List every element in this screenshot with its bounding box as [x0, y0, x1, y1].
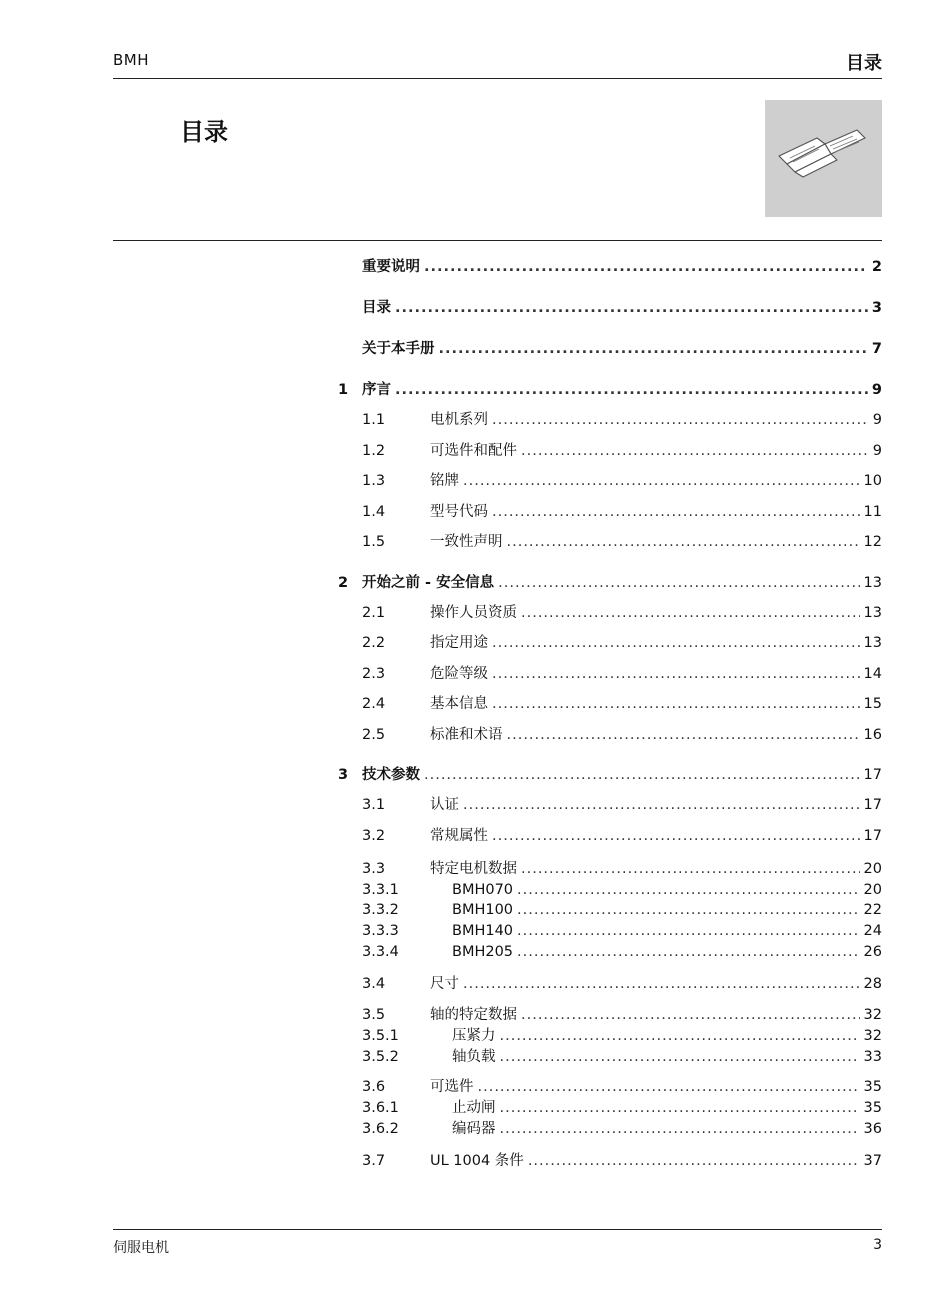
toc-section-page: 28	[863, 976, 882, 993]
toc-subsection-title: BMH070	[452, 881, 514, 898]
toc-subsection-title: 编码器	[452, 1120, 496, 1137]
toc-section-title: UL 1004 条件	[430, 1153, 524, 1170]
toc-entry-page: 3	[871, 300, 882, 316]
toc-section[interactable]	[335, 598, 882, 629]
toc-subsection[interactable]	[335, 880, 882, 901]
toc-subsection-title: 压紧力	[452, 1027, 496, 1044]
footer-document-title: 伺服电机	[113, 1240, 169, 1256]
toc-section-number: 1.3	[362, 473, 386, 489]
toc-section[interactable]	[335, 436, 882, 467]
toc-subsection-title: 止动闸	[452, 1099, 496, 1116]
toc-subsection-page: 36	[863, 1120, 882, 1137]
header-rule	[113, 78, 882, 79]
toc-section-number: 3.6	[362, 1079, 386, 1096]
header-product-name: BMH	[113, 51, 150, 69]
page-title: 目录	[180, 118, 228, 146]
toc-chapter-3[interactable]	[335, 760, 882, 790]
toc-section-number: 3.4	[362, 976, 386, 993]
toc-section[interactable]	[335, 527, 882, 558]
toc-section-title: 轴的特定数据	[430, 1007, 517, 1024]
toc-chapter-number: 1	[338, 382, 349, 398]
toc-subsection-number: 3.3.4	[362, 943, 399, 960]
toc-section-title: 特定电机数据	[430, 861, 517, 877]
toc-entry-important-notes[interactable]	[335, 252, 882, 293]
toc-section-number: 3.7	[362, 1153, 386, 1170]
toc-section-title: 铭牌	[430, 473, 459, 489]
toc-section[interactable]	[335, 628, 882, 659]
toc-section[interactable]	[335, 974, 882, 995]
toc-entry-title: 目录	[362, 300, 391, 316]
toc-section-title: 危险等级	[430, 665, 488, 682]
toc-entry-page: 7	[871, 341, 882, 357]
toc-chapter-page: 17	[863, 767, 882, 783]
toc-subsection-number: 3.3.3	[362, 923, 399, 940]
toc-entry-about-manual[interactable]	[335, 334, 882, 375]
toc-section[interactable]	[335, 1005, 882, 1026]
toc-section-page: 9	[872, 412, 882, 428]
toc-subsection-title: 轴负载	[452, 1048, 496, 1065]
toc-section[interactable]	[335, 821, 882, 852]
toc-section-page: 12	[863, 534, 882, 550]
toc-section-number: 1.1	[362, 412, 386, 428]
toc-section-title: 指定用途	[430, 635, 488, 651]
toc-subsection-page: 35	[863, 1099, 882, 1116]
toc-section-title: 操作人员资质	[430, 604, 517, 621]
footer-rule	[113, 1229, 882, 1230]
table-of-contents	[335, 252, 882, 1172]
toc-section-number: 3.1	[362, 797, 386, 813]
toc-section-number: 3.5	[362, 1007, 386, 1024]
toc-subsection-number: 3.3.2	[362, 902, 399, 919]
toc-chapter-number: 3	[338, 767, 349, 783]
toc-section-title: 认证	[430, 797, 459, 813]
toc-section-title: 尺寸	[430, 976, 459, 993]
toc-section[interactable]	[335, 659, 882, 690]
toc-section-number: 2.3	[362, 665, 386, 682]
toc-section-title: 常规属性	[430, 827, 488, 844]
toc-subsection[interactable]	[335, 1047, 882, 1068]
toc-section[interactable]	[335, 1077, 882, 1098]
toc-section-title: 电机系列	[430, 412, 488, 428]
toc-subsection[interactable]	[335, 942, 882, 963]
toc-chapter-number: 2	[338, 574, 349, 591]
toc-section-number: 3.3	[362, 861, 386, 877]
toc-section-page: 20	[863, 861, 882, 877]
toc-entry-page: 2	[871, 259, 882, 275]
toc-subsection-number: 3.3.1	[362, 881, 399, 898]
toc-chapter-1[interactable]	[335, 375, 882, 405]
toc-subsection[interactable]	[335, 1098, 882, 1119]
toc-section-page: 17	[863, 797, 882, 813]
toc-section-number: 3.2	[362, 827, 386, 844]
title-rule	[113, 240, 882, 241]
toc-subsection-page: 32	[863, 1027, 882, 1044]
toc-section-number: 1.5	[362, 534, 386, 550]
toc-section[interactable]	[335, 1151, 882, 1172]
toc-section-number: 2.4	[362, 696, 386, 712]
toc-section-title: 一致性声明	[430, 534, 503, 550]
toc-section[interactable]	[335, 720, 882, 751]
toc-section-page: 37	[863, 1153, 882, 1170]
toc-section[interactable]	[335, 689, 882, 720]
toc-section-page: 13	[863, 635, 882, 651]
toc-section[interactable]	[335, 466, 882, 497]
toc-section-title: 可选件和配件	[430, 442, 517, 459]
toc-subsection-page: 33	[863, 1048, 882, 1065]
toc-chapter-title: 技术参数	[362, 767, 420, 783]
toc-section-title: 基本信息	[430, 696, 488, 712]
toc-section-page: 14	[863, 665, 882, 682]
toc-subsection[interactable]	[335, 900, 882, 921]
toc-section-number: 1.2	[362, 442, 386, 459]
toc-section-title: 型号代码	[430, 503, 488, 520]
toc-subsection[interactable]	[335, 1119, 882, 1140]
toc-chapter-2[interactable]	[335, 568, 882, 598]
toc-section-page: 9	[872, 442, 882, 459]
toc-subsection-title: BMH140	[452, 923, 514, 940]
toc-section-page: 17	[863, 827, 882, 844]
toc-subsection-number: 3.5.1	[362, 1027, 399, 1044]
toc-section-number: 2.2	[362, 635, 386, 651]
toc-section-page: 13	[863, 604, 882, 621]
toc-subsection-page: 24	[863, 923, 882, 940]
toc-entry-title: 关于本手册	[362, 341, 435, 357]
toc-section-page: 11	[863, 503, 882, 520]
toc-subsection-page: 26	[863, 943, 882, 960]
toc-subsection-title: BMH100	[452, 902, 514, 919]
toc-subsection-page: 20	[863, 881, 882, 898]
toc-chapter-page: 13	[863, 574, 882, 591]
toc-subsection[interactable]	[335, 921, 882, 942]
toc-section[interactable]	[335, 790, 882, 821]
toc-section-number: 2.1	[362, 604, 386, 621]
open-book-icon	[765, 100, 882, 217]
toc-section[interactable]	[335, 405, 882, 436]
toc-section[interactable]	[335, 859, 882, 880]
toc-chapter-page: 9	[871, 382, 882, 398]
toc-section-title: 可选件	[430, 1079, 474, 1096]
toc-chapter-title: 开始之前 - 安全信息	[362, 574, 495, 591]
toc-section-page: 32	[863, 1007, 882, 1024]
toc-section-page: 15	[863, 696, 882, 712]
footer-page-number: 3	[873, 1237, 882, 1253]
toc-entry-contents[interactable]	[335, 293, 882, 334]
toc-subsection-number: 3.6.2	[362, 1120, 399, 1137]
toc-entry-title: 重要说明	[362, 259, 420, 275]
toc-chapter-title: 序言	[362, 382, 391, 398]
toc-section-number: 1.4	[362, 503, 386, 520]
toc-section-page: 35	[863, 1079, 882, 1096]
toc-subsection[interactable]	[335, 1026, 882, 1047]
toc-subsection-number: 3.6.1	[362, 1099, 399, 1116]
toc-section-page: 16	[863, 726, 882, 743]
chapter-thumbnail	[765, 100, 882, 217]
toc-subsection-title: BMH205	[452, 943, 514, 960]
toc-section-title: 标准和术语	[430, 726, 503, 743]
toc-section[interactable]	[335, 497, 882, 528]
toc-section-number: 2.5	[362, 726, 386, 743]
toc-subsection-number: 3.5.2	[362, 1048, 399, 1065]
header-section-title: 目录	[846, 53, 882, 74]
toc-subsection-page: 22	[863, 902, 882, 919]
toc-section-page: 10	[863, 473, 882, 489]
